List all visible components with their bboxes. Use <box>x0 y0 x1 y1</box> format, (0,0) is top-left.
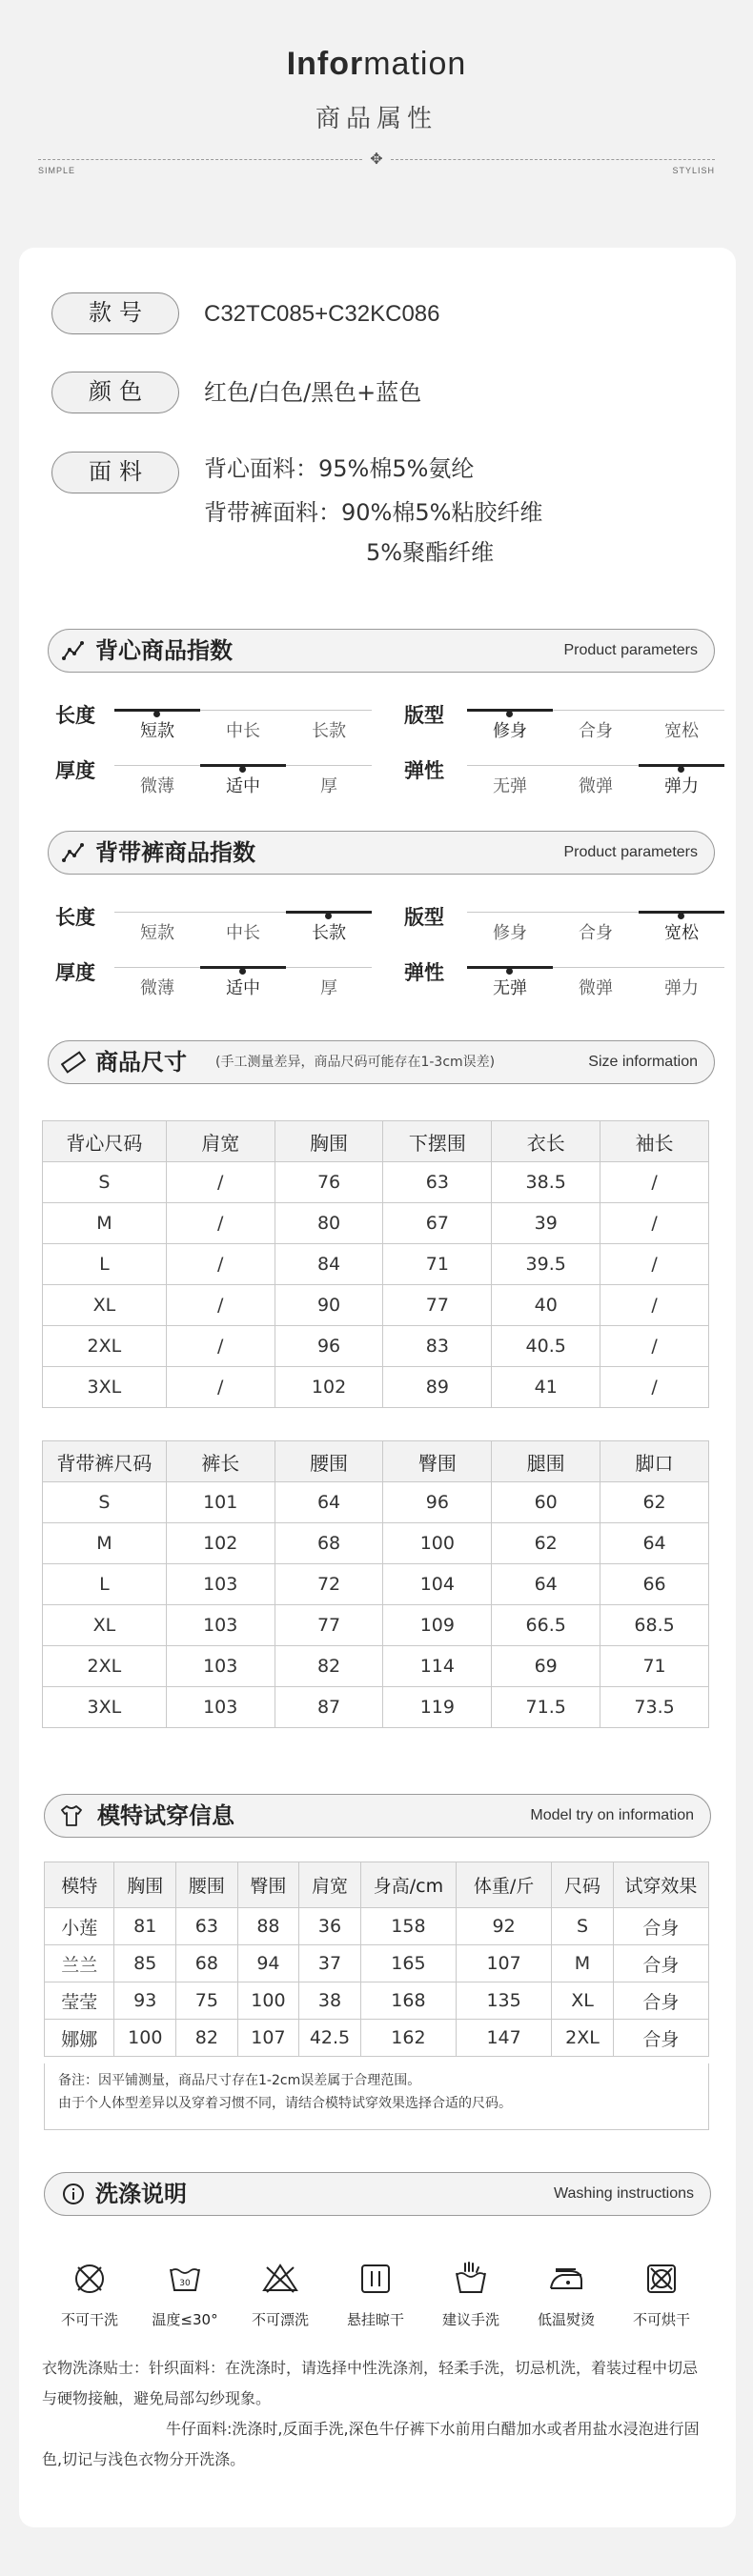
pants-index-label: 版型 <box>404 906 444 929</box>
index-option: 微薄 <box>140 978 174 998</box>
table-cell: XL <box>552 1982 614 2020</box>
table-header-cell: 模特 <box>45 1862 114 1908</box>
table-row <box>43 1203 709 1244</box>
table-cell: 119 <box>383 1687 492 1728</box>
fabric-label: 面料 <box>51 452 179 493</box>
table-cell: 103 <box>166 1646 275 1687</box>
table-cell: 89 <box>383 1367 492 1408</box>
fabric-line-2: 背带裤面料：90%棉5%粘胶纤维 <box>204 499 543 526</box>
vest-index-label: 长度 <box>55 704 95 727</box>
table-cell: M <box>43 1203 167 1244</box>
table-cell: 莹莹 <box>45 1982 114 2020</box>
table-header-cell: 胸围 <box>275 1121 383 1162</box>
vest-index-en: Product parameters <box>563 642 698 658</box>
index-option: 长款 <box>312 923 346 943</box>
index-dot <box>325 913 332 919</box>
size-title: 商品尺寸 <box>95 1049 187 1076</box>
table-header-cell: 背带裤尺码 <box>43 1441 167 1482</box>
index-dot <box>678 913 684 919</box>
wash-label: 悬挂晾干 <box>346 2311 404 2328</box>
index-option: 短款 <box>140 923 174 943</box>
index-option: 合身 <box>579 923 613 943</box>
header-divider-left <box>38 159 362 160</box>
table-header-cell: 背心尺码 <box>43 1121 167 1162</box>
pants-index-title: 背带裤商品指数 <box>95 839 255 866</box>
table-header-cell: 胸围 <box>114 1862 176 1908</box>
table-cell: / <box>166 1162 275 1203</box>
wash-label: 低温熨烫 <box>537 2311 595 2328</box>
table-cell: M <box>43 1523 167 1564</box>
wash-30-icon <box>166 2260 204 2298</box>
wash-item <box>519 2260 614 2329</box>
table-cell: 100 <box>383 1523 492 1564</box>
header-title: Information <box>286 46 467 82</box>
index-option: 厚 <box>320 978 337 998</box>
table-header-cell: 体重/斤 <box>457 1862 552 1908</box>
table-row <box>43 1523 709 1564</box>
no-tumble-dry-icon <box>642 2260 681 2298</box>
no-dry-clean-icon <box>71 2260 109 2298</box>
table-header-row <box>43 1121 709 1162</box>
table-cell: 41 <box>492 1367 600 1408</box>
table-cell: 103 <box>166 1605 275 1646</box>
table-header-cell: 衣长 <box>492 1121 600 1162</box>
table-header-cell: 臀围 <box>383 1441 492 1482</box>
vest-index-label: 厚度 <box>55 759 95 782</box>
table-cell: 36 <box>299 1908 361 1945</box>
index-dot <box>153 711 160 717</box>
table-cell: 168 <box>360 1982 456 2020</box>
table-row <box>45 1908 709 1945</box>
table-header-cell: 肩宽 <box>299 1862 361 1908</box>
table-cell: / <box>166 1367 275 1408</box>
table-cell: 135 <box>457 1982 552 2020</box>
table-row <box>43 1687 709 1728</box>
table-cell: 158 <box>360 1908 456 1945</box>
table-cell: 3XL <box>43 1367 167 1408</box>
table-header-cell: 腿围 <box>492 1441 600 1482</box>
table-cell: 88 <box>237 1908 299 1945</box>
table-header-cell: 裤长 <box>166 1441 275 1482</box>
trend-icon <box>61 638 86 663</box>
table-cell: 85 <box>114 1945 176 1982</box>
table-cell: 100 <box>114 2020 176 2057</box>
index-option: 弹力 <box>664 776 699 796</box>
wash-label: 不可漂洗 <box>251 2311 309 2328</box>
wash-item <box>423 2260 519 2329</box>
vest-index-title: 背心商品指数 <box>95 637 233 664</box>
table-cell: 64 <box>275 1482 383 1523</box>
index-option: 无弹 <box>493 776 527 796</box>
table-cell: 107 <box>237 2020 299 2057</box>
table-row <box>43 1367 709 1408</box>
wash-item <box>328 2260 423 2329</box>
index-option: 微弹 <box>579 978 613 998</box>
table-cell: 2XL <box>43 1646 167 1687</box>
table-cell: 60 <box>492 1482 600 1523</box>
color-value: 红色/白色/黑色+蓝色 <box>204 379 422 406</box>
table-header-cell: 尺码 <box>552 1862 614 1908</box>
table-cell: S <box>43 1482 167 1523</box>
table-cell: 96 <box>275 1326 383 1367</box>
table-cell: 73.5 <box>600 1687 709 1728</box>
model-note-2: 由于个人体型差异以及穿着习惯不同，请结合模特试穿效果选择合适的尺码。 <box>58 2096 512 2111</box>
wash-label: 建议手洗 <box>441 2311 499 2328</box>
table-cell: 64 <box>600 1523 709 1564</box>
table-cell: 107 <box>457 1945 552 1982</box>
table-cell: 兰兰 <box>45 1945 114 1982</box>
table-cell: / <box>166 1285 275 1326</box>
table-cell: 69 <box>492 1646 600 1687</box>
table-cell: 82 <box>176 2020 238 2057</box>
index-dot <box>678 766 684 773</box>
table-cell: 100 <box>237 1982 299 2020</box>
table-header-cell: 脚口 <box>600 1441 709 1482</box>
index-dot <box>506 711 513 717</box>
table-cell: 101 <box>166 1482 275 1523</box>
table-cell: 小莲 <box>45 1908 114 1945</box>
table-cell: 77 <box>383 1285 492 1326</box>
table-header-row <box>43 1441 709 1482</box>
table-row <box>43 1244 709 1285</box>
table-cell: 81 <box>114 1908 176 1945</box>
color-label: 颜色 <box>51 372 179 413</box>
table-header-cell: 身高/cm <box>360 1862 456 1908</box>
table-cell: 94 <box>237 1945 299 1982</box>
table-cell: 80 <box>275 1203 383 1244</box>
wash-label: 不可干洗 <box>60 2311 118 2328</box>
index-option: 无弹 <box>493 978 527 998</box>
table-cell: 62 <box>492 1523 600 1564</box>
model-note-1: 备注：因平铺测量，商品尺寸存在1-2cm误差属于合理范围。 <box>58 2073 421 2088</box>
table-row <box>43 1605 709 1646</box>
wash-item <box>137 2260 233 2329</box>
table-row <box>45 1982 709 2020</box>
table-cell: 87 <box>275 1687 383 1728</box>
wash-en: Washing instructions <box>553 2185 694 2202</box>
table-header-cell: 臀围 <box>237 1862 299 1908</box>
table-cell: 38 <box>299 1982 361 2020</box>
table-row <box>45 2020 709 2057</box>
model-title: 模特试穿信息 <box>97 1802 234 1829</box>
table-cell: 82 <box>275 1646 383 1687</box>
table-cell: 66 <box>600 1564 709 1605</box>
wash-tip-2: 牛仔面料:洗涤时,反面手洗,深色牛仔裤下水前用白醋加水或者用盐水浸泡进行固色,切记与浅色衣物分开洗涤。 <box>42 2420 700 2468</box>
model-note <box>44 2063 709 2130</box>
fabric-line-3: 5%聚酯纤维 <box>366 539 495 566</box>
table-header-cell: 下摆围 <box>383 1121 492 1162</box>
index-option: 中长 <box>226 923 260 943</box>
wash-label: 不可烘干 <box>632 2311 690 2328</box>
table-cell: 109 <box>383 1605 492 1646</box>
table-cell: M <box>552 1945 614 1982</box>
model-en: Model try on information <box>530 1807 694 1823</box>
svg-text:30: 30 <box>179 2279 191 2288</box>
table-cell: 71.5 <box>492 1687 600 1728</box>
table-header-cell: 肩宽 <box>166 1121 275 1162</box>
table-cell: 合身 <box>613 1982 708 2020</box>
table-row <box>43 1326 709 1367</box>
pants-index-label: 长度 <box>55 906 95 929</box>
wash-label: 温度≤30° <box>152 2311 218 2328</box>
table-cell: 77 <box>275 1605 383 1646</box>
header-divider-right <box>391 159 715 160</box>
table-cell: 64 <box>492 1564 600 1605</box>
table-cell: / <box>600 1367 709 1408</box>
table-cell: 90 <box>275 1285 383 1326</box>
wash-title: 洗涤说明 <box>95 2181 187 2207</box>
table-cell: / <box>600 1244 709 1285</box>
pants-index-en: Product parameters <box>563 844 698 860</box>
model-table <box>44 1862 709 2057</box>
table-cell: 83 <box>383 1326 492 1367</box>
table-cell: 67 <box>383 1203 492 1244</box>
table-cell: 102 <box>275 1367 383 1408</box>
table-cell: 162 <box>360 2020 456 2057</box>
table-cell: 38.5 <box>492 1162 600 1203</box>
table-cell: XL <box>43 1285 167 1326</box>
shirt-icon <box>59 1803 84 1828</box>
table-row <box>43 1162 709 1203</box>
hand-wash-icon <box>452 2260 490 2298</box>
vest-index-label: 弹性 <box>404 759 444 782</box>
pants-index-label: 厚度 <box>55 961 95 984</box>
ruler-icon <box>61 1050 86 1075</box>
code-label: 款号 <box>51 292 179 334</box>
table-header-row <box>45 1862 709 1908</box>
pants-size-table <box>42 1440 709 1728</box>
trend-icon <box>61 840 86 865</box>
size-en: Size information <box>588 1054 698 1070</box>
table-cell: 合身 <box>613 2020 708 2057</box>
table-cell: / <box>600 1326 709 1367</box>
index-option: 微薄 <box>140 776 174 796</box>
table-cell: 68 <box>176 1945 238 1982</box>
index-option: 适中 <box>226 776 260 796</box>
table-cell: 103 <box>166 1564 275 1605</box>
table-cell: 104 <box>383 1564 492 1605</box>
index-option: 修身 <box>493 721 527 741</box>
index-option: 合身 <box>579 721 613 741</box>
table-cell: 76 <box>275 1162 383 1203</box>
index-option: 宽松 <box>664 721 699 741</box>
table-row <box>43 1564 709 1605</box>
hang-dry-icon <box>356 2260 395 2298</box>
table-cell: 75 <box>176 1982 238 2020</box>
table-header-cell: 试穿效果 <box>613 1862 708 1908</box>
index-option: 修身 <box>493 923 527 943</box>
table-row <box>45 1945 709 1982</box>
table-cell: 68.5 <box>600 1605 709 1646</box>
index-dot <box>239 766 246 773</box>
table-cell: 42.5 <box>299 2020 361 2057</box>
table-header-cell: 腰围 <box>176 1862 238 1908</box>
table-cell: / <box>166 1203 275 1244</box>
table-cell: 40 <box>492 1285 600 1326</box>
table-cell: 71 <box>600 1646 709 1687</box>
index-option: 适中 <box>226 978 260 998</box>
wash-item <box>233 2260 328 2329</box>
wash-item <box>614 2260 709 2329</box>
index-option: 微弹 <box>579 776 613 796</box>
code-value: C32TC085+C32KC086 <box>204 301 440 327</box>
index-option: 长款 <box>312 721 346 741</box>
table-cell: 102 <box>166 1523 275 1564</box>
header-right-tag: STYLISH <box>672 166 715 175</box>
table-cell: 63 <box>176 1908 238 1945</box>
vest-size-table <box>42 1120 709 1408</box>
table-cell: 84 <box>275 1244 383 1285</box>
table-cell: 147 <box>457 2020 552 2057</box>
table-header-cell: 腰围 <box>275 1441 383 1482</box>
table-cell: L <box>43 1244 167 1285</box>
table-row <box>43 1482 709 1523</box>
table-cell: 37 <box>299 1945 361 1982</box>
table-cell: 93 <box>114 1982 176 2020</box>
table-cell: 71 <box>383 1244 492 1285</box>
table-cell: 72 <box>275 1564 383 1605</box>
index-option: 宽松 <box>664 923 699 943</box>
table-cell: XL <box>43 1605 167 1646</box>
table-cell: 114 <box>383 1646 492 1687</box>
table-cell: 39.5 <box>492 1244 600 1285</box>
table-row <box>43 1646 709 1687</box>
index-dot <box>239 968 246 975</box>
info-icon <box>61 2182 86 2206</box>
table-header-cell: 袖长 <box>600 1121 709 1162</box>
table-cell: 68 <box>275 1523 383 1564</box>
cross-icon: ✥ <box>370 150 383 168</box>
table-cell: 2XL <box>43 1326 167 1367</box>
table-cell: L <box>43 1564 167 1605</box>
table-cell: / <box>600 1285 709 1326</box>
table-cell: 92 <box>457 1908 552 1945</box>
table-row <box>43 1285 709 1326</box>
table-cell: / <box>166 1326 275 1367</box>
table-cell: / <box>600 1203 709 1244</box>
table-cell: 40.5 <box>492 1326 600 1367</box>
wash-tip-1: 衣物洗涤贴士：针织面料：在洗涤时，请选择中性洗涤剂，轻柔手洗，切忌机洗，着装过程中切忌与硬物接触，避免局部勾纱现象。 <box>42 2359 699 2407</box>
no-bleach-icon <box>261 2260 299 2298</box>
table-cell: 39 <box>492 1203 600 1244</box>
table-cell: 2XL <box>552 2020 614 2057</box>
index-option: 弹力 <box>664 978 699 998</box>
index-option: 厚 <box>320 776 337 796</box>
table-cell: S <box>552 1908 614 1945</box>
fabric-line-1: 背心面料：95%棉5%氨纶 <box>204 455 475 482</box>
table-cell: / <box>600 1162 709 1203</box>
index-option: 中长 <box>226 721 260 741</box>
vest-index-label: 版型 <box>404 704 444 727</box>
index-option: 短款 <box>140 721 174 741</box>
low-iron-icon <box>547 2260 585 2298</box>
index-dot <box>506 968 513 975</box>
table-cell: 165 <box>360 1945 456 1982</box>
wash-item <box>42 2260 137 2329</box>
table-cell: 96 <box>383 1482 492 1523</box>
header-left-tag: SIMPLE <box>38 166 76 175</box>
header-subtitle: 商品属性 <box>315 105 438 133</box>
size-note: (手工测量差异，商品尺码可能存在1-3cm误差) <box>215 1055 496 1070</box>
table-cell: 66.5 <box>492 1605 600 1646</box>
table-cell: 62 <box>600 1482 709 1523</box>
table-cell: / <box>166 1244 275 1285</box>
table-cell: S <box>43 1162 167 1203</box>
table-cell: 合身 <box>613 1908 708 1945</box>
table-cell: 3XL <box>43 1687 167 1728</box>
table-cell: 63 <box>383 1162 492 1203</box>
table-cell: 103 <box>166 1687 275 1728</box>
table-cell: 合身 <box>613 1945 708 1982</box>
pants-index-label: 弹性 <box>404 961 444 984</box>
table-cell: 娜娜 <box>45 2020 114 2057</box>
